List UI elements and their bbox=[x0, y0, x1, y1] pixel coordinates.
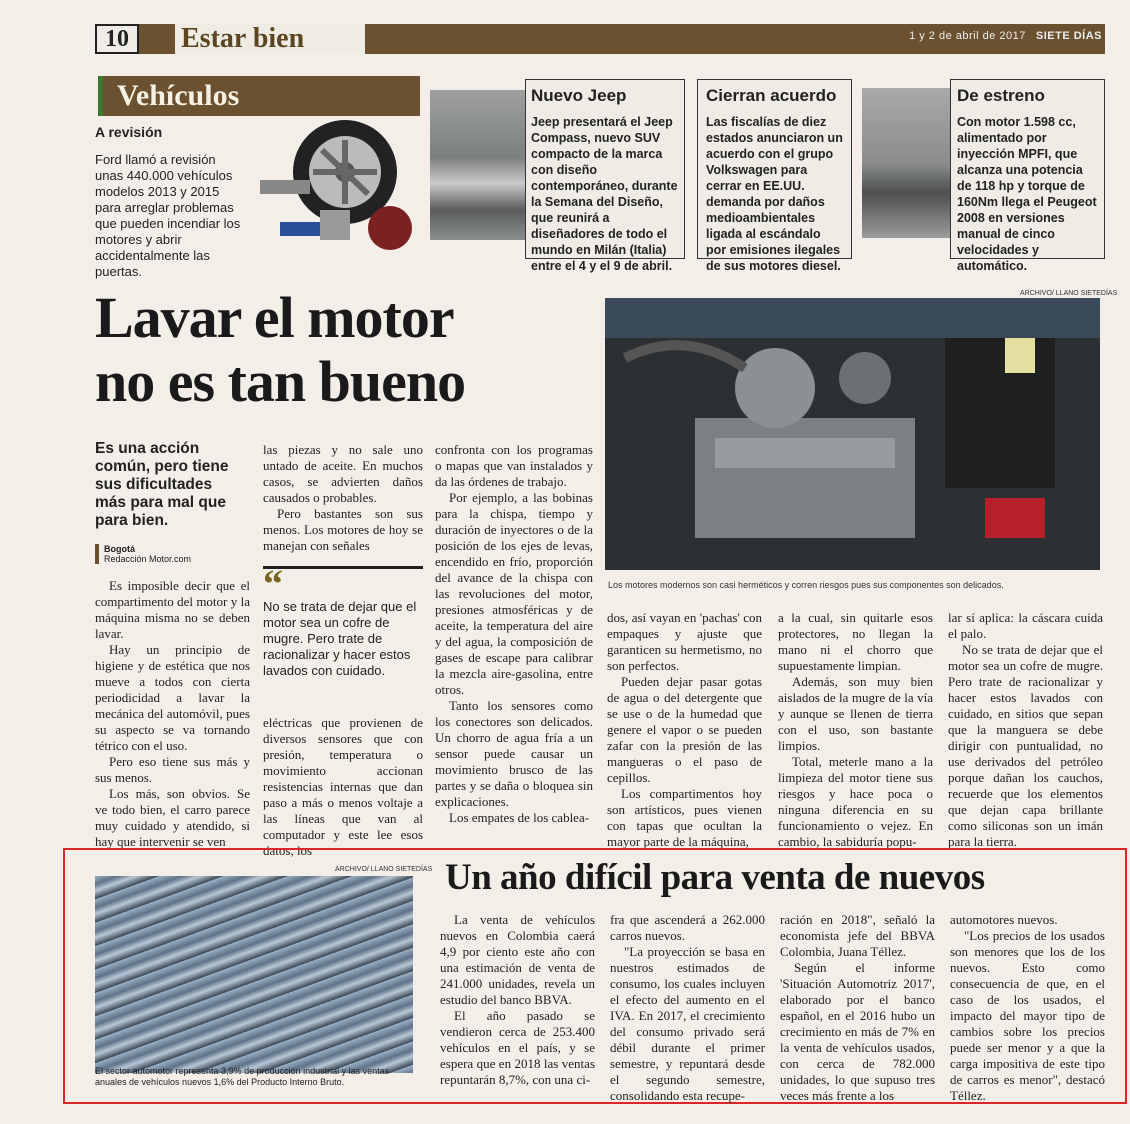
pull-quote bbox=[263, 561, 423, 679]
paragraph: Es imposible decir que el compartimento del motor y la máquina misma no se deben lavar. bbox=[95, 578, 250, 641]
news-text: Jeep presentará el Jeep Compass, nuevo SUV compacto de la marca con diseño contemporáneo, durante la Semana del Diseño, que reunirá a diseñadores de todo el mundo en Milán (Italia) entre el 4 y el 9 de abril. bbox=[531, 115, 678, 273]
paragraph: "Los precios de los usados son menores que los de los nuevos. Esto como consecuencia de que, en el caso de los usados, el impacto del mayor tipo de cambios sobre los precios puede ser menor y a que la carga impositiva de este tipo de carros es menor", destacó Téllez. bbox=[950, 928, 1105, 1103]
sales-headline: Un año difícil para venta de nuevos bbox=[445, 857, 985, 898]
headline-line: Lavar el motor bbox=[95, 285, 454, 350]
article-lead: Es una acción común, pero tiene sus dificultades más para mal que para bien. bbox=[95, 440, 229, 529]
paragraph: Hay un principio de higiene y de estética que nos mueve a todos con cierta periodicidad a lavar la mecánica del automóvil, pues su aspecto se va tornando tétrico con el uso. bbox=[95, 642, 250, 753]
paragraph: Pero eso tiene sus más y sus menos. bbox=[95, 754, 250, 785]
paragraph: Según el informe 'Situación Automotriz 2017', elaborado por el banco español, en el 2016 hubo un crecimiento en más de 7% en la venta de vehículos usados, con cerca de 782.000 unidades, lo que supuso tres veces más frente a los bbox=[780, 960, 935, 1103]
paragraph: Además, son muy bien aislados de la mugre de la vía y aunque se llenen de tierra con el uso, son bastante limpios. bbox=[778, 674, 933, 753]
paragraph: Los compartimentos hoy son artísticos, pues vienen con tapas que ocultan la mayor parte de la máquina, bbox=[607, 786, 762, 849]
photo-credit: ARCHIVO/ LLANO SIETEDÍAS bbox=[335, 866, 433, 873]
sales-column-3 bbox=[780, 912, 935, 1104]
article-column-1 bbox=[95, 578, 250, 850]
vehiculos-label: Vehículos bbox=[98, 76, 420, 116]
article-column-2b bbox=[263, 715, 423, 859]
page-number: 10 bbox=[95, 24, 139, 54]
article-column-4 bbox=[607, 610, 762, 850]
brand-text: SIETE DÍAS bbox=[1035, 30, 1102, 42]
article-column-6 bbox=[948, 610, 1103, 850]
photo-caption: Los motores modernos son casi herméticos y corren riesgos pues sus componentes son delicados. bbox=[608, 580, 1004, 590]
revision-title: A revisión bbox=[95, 124, 163, 140]
paragraph: La venta de vehículos nuevos en Colombia caerá 4,9 por ciento este año con una estimación de venta de 241.000 unidades, revela un estudio del banco BBVA. bbox=[440, 912, 595, 1007]
quote-text: No se trata de dejar que el motor sea un cofre de mugre. Pero trate de racionalizar y hacer estos lavados con cuidado. bbox=[263, 599, 417, 678]
peugeot-image bbox=[862, 88, 950, 238]
photo-caption: El sector automotor representa 3,9% de producción industrial y las ventas anuales de vehículos nuevos 1,6% del Producto Interno Bruto. bbox=[95, 1066, 390, 1087]
paragraph: Total, meterle mano a la limpieza del motor tiene sus riesgos y hace poca o ninguna diferencia en su funcionamiento o vejez. En cambio, la sabiduría popu- bbox=[778, 754, 933, 849]
news-box-estreno bbox=[950, 79, 1105, 273]
headline-line: no es tan bueno bbox=[95, 349, 466, 414]
paragraph: Los más, son obvios. Se ve todo bien, el carro parece muy cuidado y atendido, si hay que intervenir se ven bbox=[95, 786, 250, 849]
news-title: Nuevo Jeep bbox=[531, 86, 627, 105]
jeep-image bbox=[430, 90, 525, 240]
engine-photo bbox=[605, 298, 1100, 570]
paragraph: lar sí aplica: la cáscara cuida el palo. bbox=[948, 610, 1103, 641]
paragraph: eléctricas que provienen de diversos sensores que con presión, temperatura o movimiento accionan resistencias internas que dan paso a más o menos voltaje a las líneas que van al computador y este lee esos datos, los bbox=[263, 715, 423, 858]
paragraph: las piezas y no sale uno untado de aceite. En muchos casos, se advierten daños causados o probables. bbox=[263, 442, 423, 505]
paragraph: "La proyección se basa en nuestros estimados de consumo, los cuales incluyen el efecto del aumento en el IVA. En 2017, el crecimiento del consumo privado será débil durante el primer semestre, y repuntará desde el segundo semestre, consolidando esta recupe- bbox=[610, 944, 765, 1103]
paragraph: Pero bastantes son sus menos. Los motores de hoy se manejan con señales bbox=[263, 506, 423, 553]
paragraph: Los empates de los cablea- bbox=[449, 810, 590, 825]
cars-photo bbox=[95, 876, 413, 1073]
quote-mark-icon: “ bbox=[263, 561, 283, 606]
paragraph: No se trata de dejar que el motor sea un cofre de mugre. Pero trate de racionalizar y hacer estos lavados con cuidado, en sitios que sepan que la manguera se debe dirigir con puntualidad, no use derivados del petróleo porque dañan los cauchos, recuerde que los elementos que dejan capa brillante como siliconas son un imán para la tierra. bbox=[948, 642, 1103, 849]
news-text: Las fiscalías de diez estados anunciaron un acuerdo con el grupo Volkswagen para cerrar en EE.UU. demanda por daños medioambientales ligada al escándalo por emisiones ilegales de sus motores diesel. bbox=[706, 115, 843, 273]
news-text: Con motor 1.598 cc, alimentado por inyección MPFI, que alcanza una potencia de 118 hp y torque de 160Nm llega el Peugeot 2008 en versiones manual de cinco velocidades y automático. bbox=[957, 115, 1097, 273]
paragraph: Pueden dejar pasar gotas de agua o del detergente que se use o de la humedad que genere el vapor o se pueden zafar con la presión de las mangueras o el paso de cepillos. bbox=[607, 674, 762, 785]
revision-text: Ford llamó a revisión unas 440.000 vehículos modelos 2013 y 2015 para arreglar problemas que pueden incendiar los motores y abrir accidentalmente las puertas. bbox=[95, 152, 241, 279]
byline bbox=[95, 544, 191, 564]
news-box-acuerdo bbox=[697, 79, 852, 273]
paragraph: fra que ascenderá a 262.000 carros nuevos. bbox=[610, 912, 765, 943]
photo-credit: ARCHIVO/ LLANO SIETEDÍAS bbox=[1020, 290, 1118, 297]
byline-author: Redacción Motor.com bbox=[104, 554, 192, 564]
sales-column-4 bbox=[950, 912, 1105, 1104]
article-column-5 bbox=[778, 610, 933, 850]
paragraph: confronta con los programas o mapas que van instalados y da las órdenes de trabajo. bbox=[435, 442, 593, 489]
header-date bbox=[909, 30, 1102, 42]
news-title: De estreno bbox=[957, 86, 1045, 105]
paragraph: a la cual, sin quitarle esos protectores, no llegan la mano ni el chorro que supuestamente limpian. bbox=[778, 610, 933, 673]
section-title: Estar bien bbox=[175, 24, 365, 54]
byline-city: Bogotá bbox=[104, 544, 135, 554]
paragraph: ración en 2018", señaló la economista jefe del BBVA Colombia, Juana Téllez. bbox=[780, 912, 935, 959]
paragraph: Por ejemplo, a las bobinas para la chispa, tiempo y duración de inyectores o de la posición de los ejes de levas, encendido en frío, proporción del avance de la chispa con las revoluciones del motor, presiones atmosféricas y de aceite, la temperatura del aire y del agua, la composición de gases de escape para calibrar la mezcla aire-gasolina, entre otros. bbox=[435, 490, 593, 697]
paragraph: El año pasado se vendieron cerca de 253.400 vehículos en el país, y se espera que en 2018 las ventas repuntarán 8,7%, con una ci- bbox=[440, 1008, 595, 1087]
article-column-2a bbox=[263, 442, 423, 554]
date-text: 1 y 2 de abril de 2017 bbox=[909, 30, 1026, 42]
article-headline bbox=[95, 286, 595, 414]
car-parts-image bbox=[250, 110, 420, 258]
sales-column-1 bbox=[440, 912, 595, 1088]
news-title: Cierran acuerdo bbox=[706, 86, 837, 105]
article-column-3 bbox=[435, 442, 593, 826]
paragraph: dos, así vayan en 'pachas' con empaques y ajuste que garanticen su hermetismo, no son perfectos. bbox=[607, 610, 762, 673]
paragraph: Tanto los sensores como los conectores son delicados. Un chorro de agua fría a un sensor puede causar un movimiento brusco de las partes y se daña o bloquea sin explicaciones. bbox=[435, 698, 593, 809]
sales-column-2 bbox=[610, 912, 765, 1104]
paragraph: automotores nuevos. bbox=[950, 912, 1058, 927]
news-box-jeep bbox=[525, 79, 685, 273]
